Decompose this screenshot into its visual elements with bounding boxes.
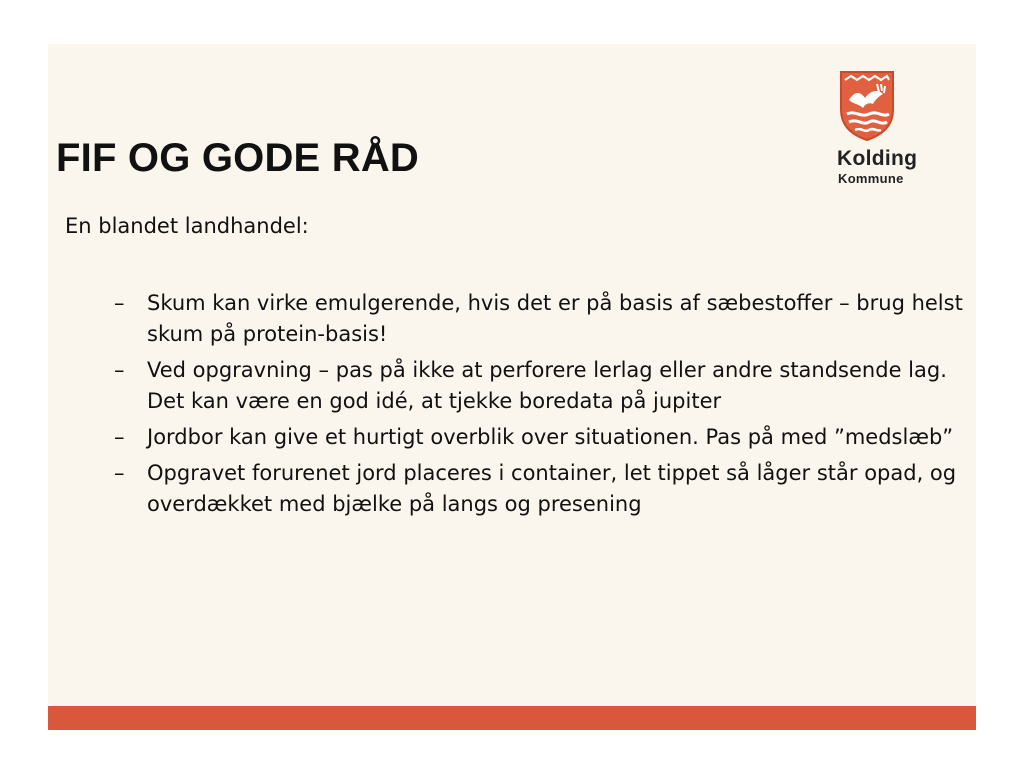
bullet-dash: – [114,358,125,382]
bullet-text: Ved opgravning – pas på ikke at perforere lerlag eller andre standsende lag. Det kan være en god idé, at tjekke boredata på jupiter [147,358,947,413]
slide-title: FIF OG GODE RÅD [56,136,419,180]
kolding-kommune-logo [836,70,952,190]
bullet-item [114,422,964,453]
coat-of-arms-icon [839,70,895,142]
bullet-item [114,458,964,520]
footer-accent-bar [48,706,976,730]
bullet-item [114,355,964,417]
bullet-dash: – [114,291,125,315]
bullet-dash: – [114,461,125,485]
intro-text: En blandet landhandel: [65,214,309,238]
logo-name: Kolding [837,147,918,170]
bullet-item [114,288,964,350]
slide [48,44,976,730]
bullet-text: Opgravet forurenet jord placeres i container, let tippet så låger står opad, og overdækket med bjælke på langs og presening [147,461,957,516]
bullet-list [114,288,964,525]
bullet-dash: – [114,425,125,449]
logo-subtitle: Kommune [838,171,904,186]
bullet-text: Jordbor kan give et hurtigt overblik over situationen. Pas på med ”medslæb” [147,425,954,449]
bullet-text: Skum kan virke emulgerende, hvis det er på basis af sæbestoffer – brug helst skum på protein-basis! [147,291,963,346]
